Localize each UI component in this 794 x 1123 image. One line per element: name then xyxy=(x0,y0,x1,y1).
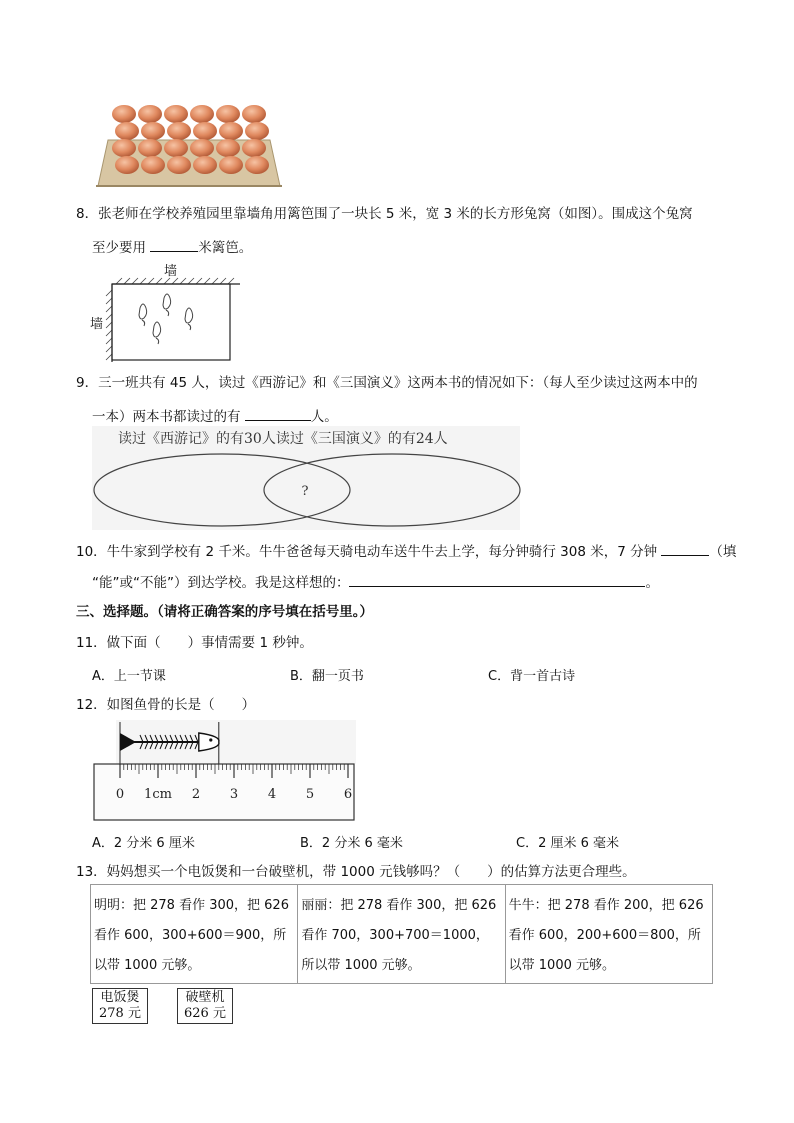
q13-stem: 13．妈妈想买一个电饭煲和一台破壁机，带 1000 元钱够吗？（ ）的估算方法更合理些。 xyxy=(76,864,636,880)
q9-line2-pre: 一本）两本书都读过的有 xyxy=(92,409,245,425)
estimation-methods-table xyxy=(90,884,713,984)
ruler-label: 4 xyxy=(267,787,277,802)
egg xyxy=(219,122,243,140)
egg xyxy=(141,122,165,140)
table-row xyxy=(91,885,713,984)
price-tag-blender-value: 626 元 xyxy=(184,1006,226,1021)
q10-line2-post: 。 xyxy=(645,575,659,591)
egg xyxy=(193,122,217,140)
q10-answer-blank[interactable] xyxy=(661,541,709,556)
q8-line2 xyxy=(92,237,252,257)
egg xyxy=(115,156,139,174)
egg xyxy=(141,156,165,174)
q12-option-a[interactable]: A．2 分米 6 厘米 xyxy=(92,836,195,851)
q11-option-b[interactable]: B．翻一页书 xyxy=(290,669,364,684)
rabbit-pen-diagram xyxy=(102,276,242,366)
egg xyxy=(216,139,240,157)
price-tag-blender-name: 破壁机 xyxy=(185,990,225,1005)
method-cell-niuniu: 牛牛：把 278 看作 200，把 626 看作 600，200+600＝800，所以带 1000 元够。 xyxy=(505,885,712,984)
q10-line2-pre: “能”或“不能”）到达学校。我是这样想的： xyxy=(92,575,350,591)
section-3-title: 三、选择题。（请将正确答案的序号填在括号里。） xyxy=(76,604,373,620)
fish-eye xyxy=(209,738,212,741)
price-tag-rice-cooker xyxy=(92,988,148,1024)
egg xyxy=(138,139,162,157)
ruler-label: 6 xyxy=(343,787,353,802)
method-cell-mingming: 明明：把 278 看作 300，把 626 看作 600，300+600＝900，所以带 1000 元够。 xyxy=(91,885,298,984)
q9-line1: 9．三一班共有 45 人，读过《西游记》和《三国演义》这两本书的情况如下：（每人至少读过这两本中的 xyxy=(76,375,698,391)
egg xyxy=(219,156,243,174)
q10-line1 xyxy=(76,541,736,561)
ruler-body xyxy=(94,764,354,820)
q8-line2-post: 米篱笆。 xyxy=(198,240,253,256)
rabbits xyxy=(139,294,193,344)
egg xyxy=(245,122,269,140)
egg xyxy=(138,105,162,123)
egg xyxy=(164,105,188,123)
egg xyxy=(193,156,217,174)
egg xyxy=(242,105,266,123)
q10-reason-blank[interactable] xyxy=(349,572,645,587)
venn-overlap-mark: ? xyxy=(301,484,309,499)
venn-banner: 读过《西游记》的有30人读过《三国演义》的有24人 xyxy=(118,431,448,447)
method-cell-lili: 丽丽：把 278 看作 300，把 626 看作 700，300+700＝1000，所以带 1000 元够。 xyxy=(298,885,505,984)
q12-option-c[interactable]: C．2 厘米 6 毫米 xyxy=(516,836,620,851)
rabbit-pen-fence xyxy=(112,284,230,360)
price-tag-rice-cooker-value: 278 元 xyxy=(99,1006,141,1021)
egg xyxy=(245,156,269,174)
q8-wall-top-label: 墙 xyxy=(164,264,178,279)
q11-option-a[interactable]: A．上一节课 xyxy=(92,669,166,684)
price-tag-rice-cooker-name: 电饭煲 xyxy=(100,990,140,1005)
q8-answer-blank[interactable] xyxy=(150,237,198,252)
q9-answer-blank[interactable] xyxy=(245,406,311,421)
egg xyxy=(115,122,139,140)
ruler-label: 2 xyxy=(191,787,201,802)
egg xyxy=(167,156,191,174)
ruler-label: 0 xyxy=(115,787,125,802)
egg xyxy=(190,105,214,123)
q11-stem: 11．做下面（ ）事情需要 1 秒钟。 xyxy=(76,635,313,651)
ruler-label: 1cm xyxy=(144,787,172,802)
q8-line1: 8．张老师在学校养殖园里靠墙角用篱笆围了一块长 5 米，宽 3 米的长方形兔窝（如图）。围成这个兔窝 xyxy=(76,206,693,222)
q9-line2-post: 人。 xyxy=(310,409,338,425)
q12-option-b[interactable]: B．2 分米 6 毫米 xyxy=(300,836,403,851)
q10-line1-post: （填 xyxy=(709,544,737,560)
egg-tray-image xyxy=(94,100,284,190)
q11-option-c[interactable]: C．背一首古诗 xyxy=(488,669,576,684)
venn-circle-xiyouji xyxy=(94,454,350,526)
fish-bone-ruler-figure xyxy=(92,718,356,822)
top-wall-hatch xyxy=(116,278,234,284)
egg xyxy=(164,139,188,157)
q10-line1-pre: 10．牛牛家到学校有 2 千米。牛牛爸爸每天骑电动车送牛牛去上学，每分钟骑行 308 米，7 分钟 xyxy=(76,544,662,560)
egg xyxy=(112,139,136,157)
q9-line2 xyxy=(92,406,338,426)
price-tag-blender xyxy=(177,988,233,1024)
egg xyxy=(190,139,214,157)
egg xyxy=(112,105,136,123)
egg xyxy=(216,105,240,123)
q8-wall-left-label: 墙 xyxy=(90,317,104,332)
egg xyxy=(167,122,191,140)
ruler-label: 5 xyxy=(305,787,315,802)
ruler-label: 3 xyxy=(229,787,239,802)
q10-line2 xyxy=(92,572,659,592)
venn-diagram xyxy=(92,446,522,530)
q8-line2-pre: 至少要用 xyxy=(92,240,151,256)
egg xyxy=(242,139,266,157)
q12-stem: 12．如图鱼骨的长是（ ） xyxy=(76,697,256,713)
left-wall-hatch xyxy=(106,290,112,360)
